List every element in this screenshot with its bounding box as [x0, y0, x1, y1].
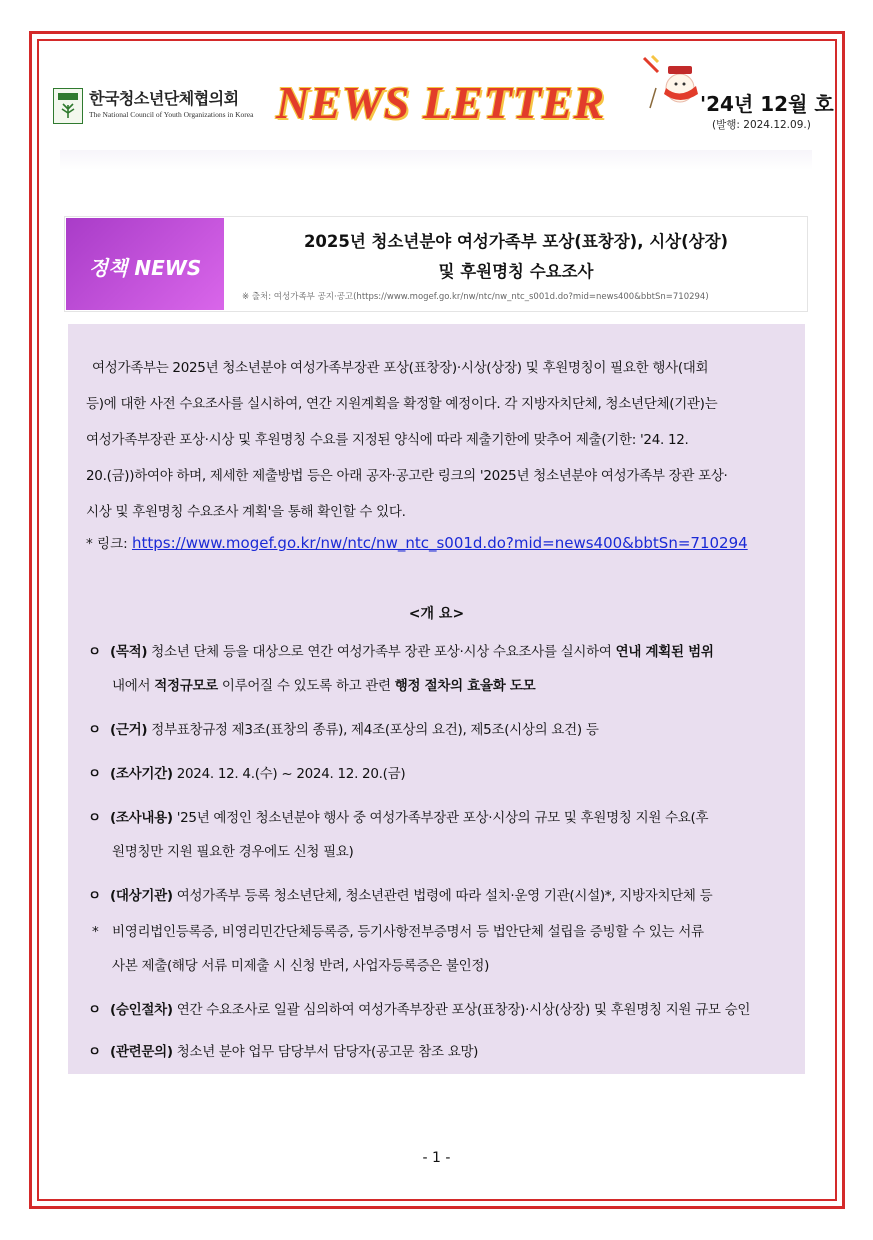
badge-label: 정책 NEWS [88, 256, 202, 280]
item-period [88, 762, 405, 782]
item-emphasis: 연내 계획된 범위 [615, 644, 714, 660]
org-logo [53, 86, 253, 126]
article-title-line2: 및 후원명칭 수요조사 [438, 262, 594, 281]
page-number: - 1 - [422, 1150, 451, 1166]
header-separator [60, 150, 812, 170]
item-emphasis: 행정 절차의 효율화 도모 [394, 678, 536, 694]
link-prefix: * 링크: [86, 536, 132, 552]
snowman-decoration-icon [630, 48, 700, 118]
item-text: 2024. 12. 4.(수) ~ 2024. 12. 20.(금) [172, 766, 406, 782]
item-emphasis: 적정규모로 [154, 678, 218, 694]
bullet-icon: ㅇ [88, 810, 101, 826]
item-text: 이루어질 수 있도록 하고 관련 [217, 678, 395, 694]
item-text: 청소년 분야 업무 담당부서 담당자(공고문 참조 요망) [172, 1044, 479, 1060]
item-text: '25년 예정인 청소년분야 행사 중 여성가족부장관 포상·시상의 규모 및 후원명칭 지원 수요(후 [172, 810, 709, 826]
item-inquiry [88, 1040, 478, 1060]
article-title-line1: 2025년 청소년분야 여성가족부 포상(표창장), 시상(상장) [303, 232, 729, 251]
note-text: 비영리법인등록증, 비영리민간단체등록증, 등기사항전부증명서 등 법안단체 설립을 증빙할 수 있는 서류 [112, 924, 704, 940]
item-text: 정부표창규정 제3조(표창의 종류), 제4조(포상의 요건), 제5조(시상의 요건) 등 [147, 722, 599, 738]
item-label: (목적) [110, 644, 148, 660]
item-target [88, 884, 712, 904]
item-purpose-continued [112, 674, 535, 694]
bullet-icon: ㅇ [88, 1002, 101, 1018]
policy-news-badge [66, 218, 224, 310]
item-label: (조사내용) [110, 810, 173, 826]
item-label: (근거) [110, 722, 148, 738]
item-label: (조사기간) [110, 766, 173, 782]
item-text: 내에서 [112, 678, 155, 694]
item-target-note-continued: 사본 제출(해당 서류 미제출 시 신청 반려, 사업자등록증은 불인정) [112, 958, 490, 974]
bullet-icon: ㅇ [88, 766, 101, 782]
article-source: ※ 출처: 여성가족부 공지·공고(https://www.mogef.go.kr/nw/ntc/nw_ntc_s001d.do?mid=news400&bbtSn=710294) [242, 292, 709, 302]
org-name-english: The National Council of Youth Organizations in Korea [89, 110, 254, 119]
item-content-continued: 원명칭만 지원 필요한 경우에도 신청 필요) [112, 844, 354, 860]
issue-label: '24년 12월 호 [700, 92, 834, 116]
issue-date: (발행: 2024.12.09.) [712, 119, 811, 131]
summary-heading: <개 요> [408, 606, 465, 622]
newsletter-title: NEWS LETTER [276, 77, 606, 128]
bullet-icon: ㅇ [88, 1044, 101, 1060]
link-line [86, 532, 748, 552]
logo-emblem [53, 88, 83, 124]
org-name-korean: 한국청소년단체협의회 [89, 89, 239, 108]
note-mark: * [92, 924, 99, 940]
item-label: (대상기관) [110, 888, 173, 904]
paragraph-line: 여성가족부장관 포상·시상 및 후원명칭 수요를 지정된 양식에 따라 제출기한에 맞추어 제출(기한: '24. 12. [86, 432, 689, 448]
item-text: 여성가족부 등록 청소년단체, 청소년관련 법령에 따라 설치·운영 기관(시설)*, 지방자치단체 등 [172, 888, 713, 904]
item-label: (관련문의) [110, 1044, 173, 1060]
bullet-icon: ㅇ [88, 644, 101, 660]
paragraph-line: 여성가족부는 2025년 청소년분야 여성가족부장관 포상(표창장)·시상(상장) 및 후원명칭이 필요한 행사(대회 [92, 360, 709, 376]
item-text: 청소년 단체 등을 대상으로 연간 여성가족부 장관 포상·시상 수요조사를 실시하여 [147, 644, 616, 660]
item-basis [88, 718, 599, 738]
bullet-icon: ㅇ [88, 888, 101, 904]
item-target-note [92, 920, 704, 940]
item-label: (승인절차) [110, 1002, 173, 1018]
notice-link[interactable]: https://www.mogef.go.kr/nw/ntc/nw_ntc_s001d.do?mid=news400&bbtSn=710294 [131, 534, 748, 552]
leaf-icon [57, 101, 79, 119]
item-approval [88, 998, 750, 1018]
paragraph-line: 등)에 대한 사전 수요조사를 실시하여, 연간 지원계획을 확정할 예정이다. 각 지방자치단체, 청소년단체(기관)는 [86, 396, 718, 412]
item-purpose [88, 640, 714, 660]
item-content [88, 806, 708, 826]
bullet-icon: ㅇ [88, 722, 101, 738]
paragraph-line: 시상 및 후원명칭 수요조사 계획'을 통해 확인할 수 있다. [86, 504, 406, 520]
paragraph-line: 20.(금))하여야 하며, 제세한 제출방법 등은 아래 공자·공고란 링크의 '2025년 청소년분야 여성가족부 장관 포상· [86, 468, 728, 484]
item-text: 연간 수요조사로 일괄 심의하여 여성가족부장관 포상(표창장)·시상(상장) 및 후원명칭 지원 규모 승인 [172, 1002, 751, 1018]
